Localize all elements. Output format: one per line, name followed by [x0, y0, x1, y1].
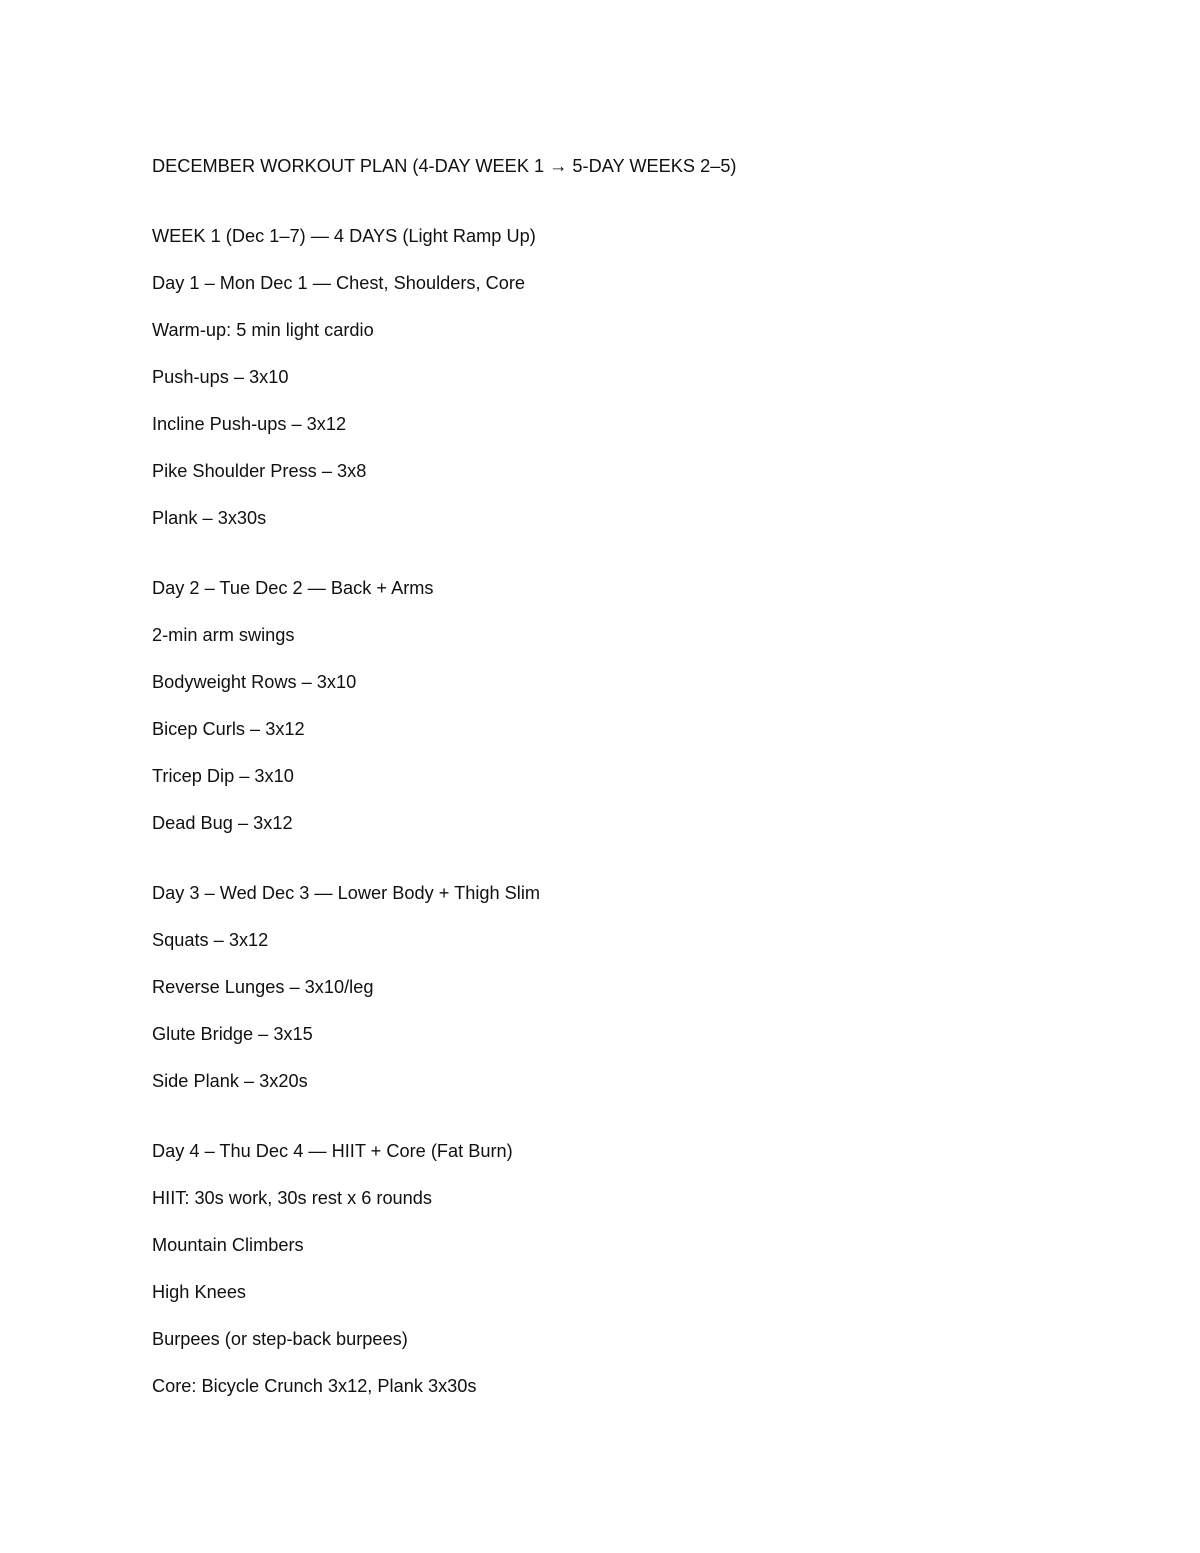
day-heading: Day 2 – Tue Dec 2 — Back + Arms [152, 578, 434, 598]
exercise-item: Glute Bridge – 3x15 [152, 1024, 313, 1044]
week-heading: WEEK 1 (Dec 1–7) — 4 DAYS (Light Ramp Up) [152, 226, 536, 246]
exercise-item: Squats – 3x12 [152, 930, 269, 950]
days-list [152, 260, 1112, 1410]
day-heading: Day 1 – Mon Dec 1 — Chest, Shoulders, Core [152, 273, 526, 293]
exercise-item: Dead Bug – 3x12 [152, 813, 293, 833]
exercise-item: Reverse Lunges – 3x10/leg [152, 977, 374, 997]
exercise-item: Push-ups – 3x10 [152, 367, 289, 387]
exercise-item: Mountain Climbers [152, 1235, 304, 1255]
day-section [152, 870, 1112, 1105]
day-section [152, 1128, 1112, 1410]
day-heading: Day 4 – Thu Dec 4 — HIIT + Core (Fat Burn) [152, 1141, 513, 1161]
exercise-item: Core: Bicycle Crunch 3x12, Plank 3x30s [152, 1376, 477, 1396]
document-page [152, 143, 1112, 1410]
exercise-item: Burpees (or step-back burpees) [152, 1329, 408, 1349]
document-title: DECEMBER WORKOUT PLAN (4-DAY WEEK 1 → 5-DAY WEEKS 2–5) [152, 156, 737, 176]
exercise-item: Plank – 3x30s [152, 508, 267, 528]
day-section [152, 260, 1112, 542]
exercise-item: Warm-up: 5 min light cardio [152, 320, 374, 340]
exercise-item: High Knees [152, 1282, 247, 1302]
exercise-item: Pike Shoulder Press – 3x8 [152, 461, 367, 481]
day-section [152, 565, 1112, 847]
exercise-item: HIIT: 30s work, 30s rest x 6 rounds [152, 1188, 432, 1208]
exercise-item: Tricep Dip – 3x10 [152, 766, 294, 786]
exercise-item: Bicep Curls – 3x12 [152, 719, 305, 739]
exercise-item: Bodyweight Rows – 3x10 [152, 672, 357, 692]
exercise-item: Incline Push-ups – 3x12 [152, 414, 347, 434]
day-heading: Day 3 – Wed Dec 3 — Lower Body + Thigh Slim [152, 883, 541, 903]
exercise-item: 2-min arm swings [152, 625, 295, 645]
exercise-item: Side Plank – 3x20s [152, 1071, 308, 1091]
